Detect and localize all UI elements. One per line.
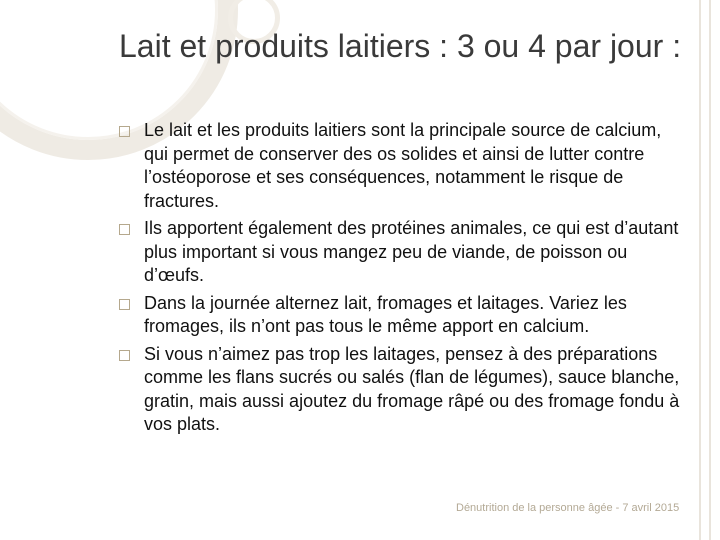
bullet-item [118,217,684,288]
square-bullet-icon [119,224,130,235]
square-bullet-icon [119,350,130,361]
square-bullet-icon [119,126,130,137]
bullet-text: Le lait et les produits laitiers sont la principale source de calcium, qui permet de conserver des os solides et ainsi de lutter contre l’ostéoporose et ses conséquences, notamment le risque de fractures. [144,120,662,211]
bullet-item [118,292,684,339]
bullet-list [118,119,684,441]
decorative-vertical-lines [699,0,711,540]
slide-title: Lait et produits laitiers : 3 ou 4 par jour : [119,28,682,64]
bullet-text: Si vous n’aimez pas trop les laitages, pensez à des préparations comme les flans sucrés ou salés (flan de légumes), sauce blanche, gratin, mais aussi ajoutez du fromage râpé ou des fromage fondu à vos plats. [144,343,680,434]
square-bullet-icon [119,299,130,310]
bullet-text: Dans la journée alternez lait, fromages et laitages. Variez les fromages, ils n’ont pas tous le même apport en calcium. [144,292,627,336]
slide-footer: Dénutrition de la personne âgée - 7 avril 2015 [456,502,680,514]
bullet-text: Ils apportent également des protéines animales, ce qui est d’autant plus important si vous mangez peu de viande, de poisson ou d’œufs. [144,218,679,285]
bullet-item [118,119,684,213]
bullet-item [118,343,684,437]
